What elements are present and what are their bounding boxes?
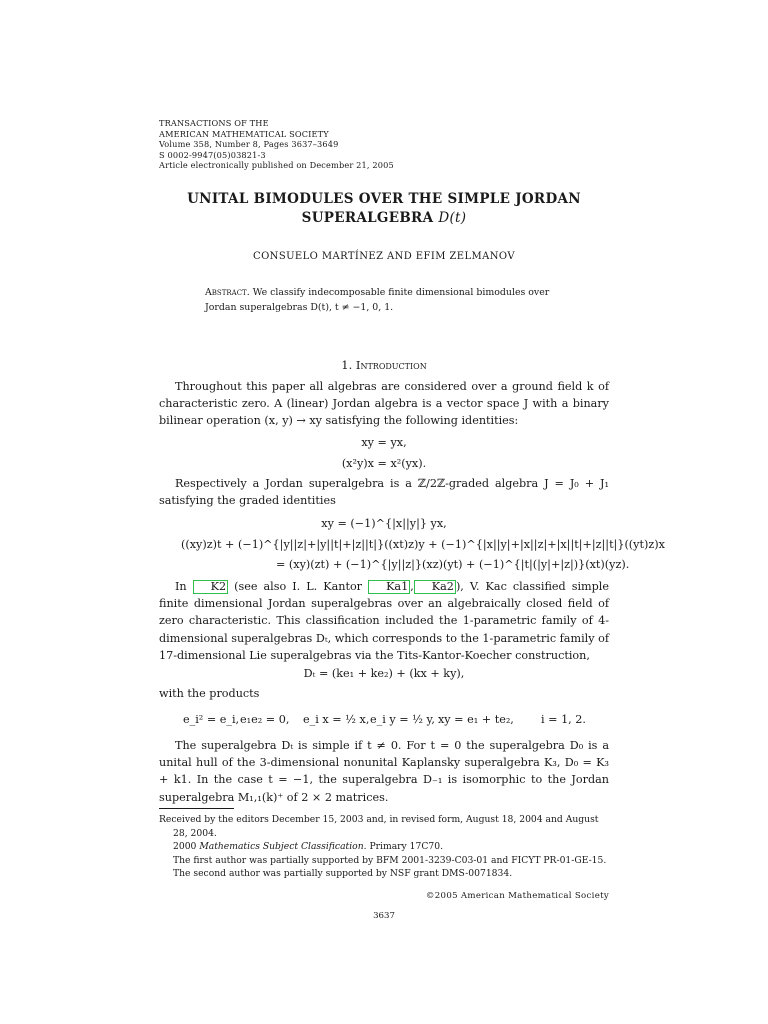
copyright-notice: ©2005 American Mathematical Society xyxy=(425,891,609,901)
paragraph-4: with the products xyxy=(159,687,260,700)
section-number: 1. xyxy=(341,358,353,372)
paragraph-3: In K2 (see also I. L. Kantor Ka1 , Ka2 ), V. Kac classified simple finite dimensional Jordan superalgebras over an algebraically closed field of zero characteristic. This classification included the 1-parametric family of 4-dimensional superalgebras Dₜ, which corresponds to the 1-parametric family of 17-dimensional Lie superalgebras via the Tits-Kantor-Koecher construction, xyxy=(159,580,609,662)
title-line-2-text: SUPERALGEBRA xyxy=(301,210,434,226)
citation-k2[interactable]: K2 xyxy=(193,580,228,594)
paragraph-2: Respectively a Jordan superalgebra is a ℤ/2ℤ-graded algebra J = J₀ + J₁ satisfying the graded identities xyxy=(159,477,609,508)
footnotes xyxy=(159,813,610,881)
footnote-msc xyxy=(173,840,610,854)
journal-doi: S 0002-9947(05)03821-3 xyxy=(159,149,266,160)
page-number: 3637 xyxy=(373,911,395,921)
paragraph-3-end: ), V. Kac classified simple finite dimensional Jordan superalgebras over an algebraically closed field of zero characteristic. This classification included the 1-parametric family of 4-dimensional superalgebras Dₜ, which corresponds to the 1-parametric family of 17-dimensional Lie superalgebras via the Tits-Kantor-Koecher construction, xyxy=(159,580,609,662)
product-xy: xy = e₁ + te₂, xyxy=(438,713,514,726)
section-title: Introduction xyxy=(355,358,427,372)
title-line-1: UNITAL BIMODULES OVER THE SIMPLE JORDAN xyxy=(187,191,581,207)
footnote-divider xyxy=(159,808,234,809)
equation-jordan-identity: (x²y)x = x²(yx). xyxy=(341,457,427,470)
citation-ka2[interactable]: Ka2 xyxy=(414,580,456,594)
paper-authors: CONSUELO MARTÍNEZ AND EFIM ZELMANOV xyxy=(253,251,515,262)
equation-dt-definition: Dₜ = (ke₁ + ke₂) + (kx + ky), xyxy=(303,667,465,680)
journal-line-1: TRANSACTIONS OF THE xyxy=(159,118,269,128)
section-heading xyxy=(0,358,768,372)
product-ei-squared: e_i² = e_i, xyxy=(183,713,240,726)
footnote-msc-label: Mathematics Subject Classification. xyxy=(199,841,367,853)
footnote-support-1: The first author was partially supported by BFM 2001-3239-C03-01 and FICYT PR-01-GE-15. xyxy=(173,854,607,866)
equation-graded-identity-lhs: ((xy)z)t + (−1)^{|y||z|+|y||t|+|z||t|}((xt)z)y + (−1)^{|x||y|+|x||z|+|x||t|+|z||t|}((yt)z)x xyxy=(181,538,665,551)
paragraph-1: Throughout this paper all algebras are considered over a ground field k of characteristic zero. A (linear) Jordan algebra is a vector space J with a binary bilinear operation (x, y) → xy satisfying the following identities: xyxy=(159,380,609,428)
journal-published-date: Article electronically published on December 21, 2005 xyxy=(159,160,394,171)
equation-commutative: xy = yx, xyxy=(361,436,407,449)
abstract-label: Abstract. xyxy=(205,287,250,298)
citation-ka1[interactable]: Ka1 xyxy=(368,580,410,594)
journal-line-2: AMERICAN MATHEMATICAL SOCIETY xyxy=(159,128,329,139)
equation-graded-commutative: xy = (−1)^{|x||y|} yx, xyxy=(321,517,447,530)
footnote-msc-value: Primary 17C70. xyxy=(369,841,444,853)
footnote-support-2: The second author was partially supported by NSF grant DMS-0071834. xyxy=(173,868,513,880)
journal-header xyxy=(159,118,394,171)
footnote-received: Received by the editors December 15, 2003 and, in revised form, August 18, 2004 and August 28, 2004. xyxy=(159,814,599,839)
paragraph-5: The superalgebra Dₜ is simple if t ≠ 0. For t = 0 the superalgebra D₀ is a unital hull of the 3-dimensional nonunital Kaplansky superalgebra K₃, D₀ = K₃ + k1. In the case t = −1, the superalgebra D₋₁ is isomorphic to the Jordan superalgebra M₁,₁(k)⁺ of 2 × 2 matrices. xyxy=(159,739,609,804)
equation-graded-identity-rhs: = (xy)(zt) + (−1)^{|y||z|}(xz)(yt) + (−1)^{|t|(|y|+|z|)}(xt)(yz). xyxy=(276,558,630,571)
paragraph-3-start: In xyxy=(175,580,187,593)
product-e1-e2: e₁e₂ = 0, xyxy=(240,713,290,726)
paper-title xyxy=(0,190,768,228)
abstract-text: We classify indecomposable finite dimensional bimodules over Jordan superalgebras D(t), t ≠ −1, 0, 1. xyxy=(205,287,550,313)
paragraph-3-middle: (see also I. L. Kantor xyxy=(234,580,363,593)
product-index-range: i = 1, 2. xyxy=(541,713,586,726)
title-line-2-math: D(t) xyxy=(438,210,467,226)
footnote-msc-year: 2000 xyxy=(173,841,197,853)
product-ei-x: e_i x = ½ x, xyxy=(303,713,370,726)
abstract xyxy=(205,286,567,315)
journal-volume: Volume 358, Number 8, Pages 3637–3649 xyxy=(159,139,339,150)
product-ei-y: e_i y = ½ y, xyxy=(370,713,435,726)
title-line-2 xyxy=(0,209,768,228)
